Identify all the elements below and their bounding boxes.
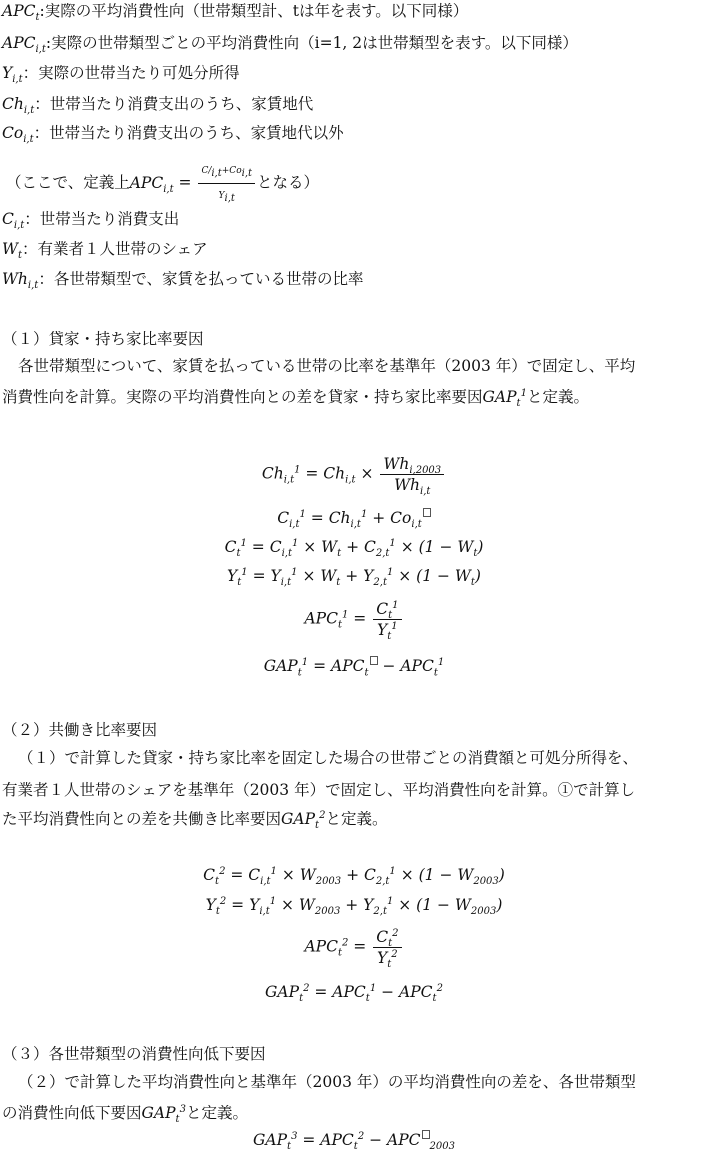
def-ch-it: $Ch_{i,t}$：世帯当たり消費支出のうち、家賃地代: [2, 95, 314, 117]
section-2-heading: （２）共働き比率要因: [2, 721, 158, 739]
eq-c2-t: $C_t^2 = C_{i,t}^1 \times W_{2003} + C_{2,t}^1 \times (1 - W_{2003})$: [203, 865, 505, 888]
section-1-heading: （１）貸家・持ち家比率要因: [2, 330, 204, 348]
section-3-heading: （３）各世帯類型の消費性向低下要因: [2, 1045, 266, 1063]
eq-c1-it: $C_{i,t}^1 = Ch_{i,t}^1 + Co_{i,t}$: [0, 508, 708, 527]
eq-apc1: $APC_t^1$ = $\frac{C_t^1}{Y_t^1}$: [0, 600, 708, 639]
def-apc-t: $APC_t$:実際の平均消費性向（世帯類型計、tは年を表す。以下同様）: [2, 2, 469, 24]
eq-gap1: $GAP_t^1 = APC_t - APC_t^1$: [263, 657, 445, 679]
section-3-para-line1: （２）で計算した平均消費性向と基準年（2003 年）の平均消費性向の差を、各世帯類型: [18, 1073, 636, 1091]
def-wh-it: $Wh_{i,t}$：各世帯類型で、家賃を払っている世帯の比率: [2, 270, 364, 292]
eq-y2-t: $Y_t^2 = Y_{i,t}^1 \times W_{2003} + Y_{2,t}^1 \times (1 - W_{2003})$: [205, 895, 503, 918]
section-2-para-line1: （１）で計算した貸家・持ち家比率を固定した場合の世帯ごとの消費額と可処分所得を、: [18, 749, 639, 767]
eq-gap2: $GAP_t^2 = APC_t^1 - APC_t^2$: [265, 982, 443, 1005]
section-2-para-line3: た平均消費性向との差を共働き比率要因$GAP_t^2$と定義。: [2, 809, 388, 832]
eq-y1-t: $Y_t^1 = Y_{i,t}^1 \times W_t + Y_{2,t}^1 \times (1 - W_t)$: [227, 566, 481, 589]
def-co-it: $Co_{i,t}$：世帯当たり消費支出のうち、家賃地代以外: [2, 124, 344, 146]
eq-gap3: $GAP_t^3 = APC_t^2$ − APC $_{2003}$: [253, 1130, 455, 1153]
eq-c1-t: $C_t^1 = C_{i,t}^1 \times W_t + C_{2,t}^1 \times (1 - W_t)$: [224, 537, 484, 560]
def-y-it: $Y_{i,t}$：実際の世帯当たり可処分所得: [2, 64, 240, 86]
note-fraction: $\frac{C/_{i,t}+Co_{i,t}}{Y_{i,t}}$: [198, 160, 255, 207]
section-3-para-line2: の消費性向低下要因$GAP_t^3$と定義。: [2, 1103, 248, 1126]
def-c-it: $C_{i,t}$：世帯当たり消費支出: [2, 210, 180, 232]
section-2-para-line2: 有業者１人世帯のシェアを基準年（2003 年）で固定し、平均消費性向を計算。①で計算し: [2, 781, 636, 799]
eq-ch1: $Ch_{i,t}^1 = Ch_{i,t}$ × $\frac{Wh_{i,2003}}{Wh_{i,t}}$: [0, 455, 708, 494]
def-w-t: $W_t$：有業者１人世帯のシェア: [2, 240, 208, 262]
section-1-para-line1: 各世帯類型について、家賃を払っている世帯の比率を基準年（2003 年）で固定し、平均: [18, 357, 636, 375]
def-note: （ここで、定義上$APC_{i,t}$ = $\frac{C/_{i,t}+Co_{i,t}}{Y_{i,t}}$ となる）: [6, 160, 319, 207]
section-1-para-line2: 消費性向を計算。実際の平均消費性向との差を貸家・持ち家比率要因$GAP_t^1$と定義。: [2, 387, 589, 410]
def-apc-it: $APC_{i,t}$:実際の世帯類型ごとの平均消費性向（i=1, 2は世帯類型を表す。以下同様）: [2, 34, 578, 56]
eq-apc2: $APC_t^2$ = $\frac{C_t^2}{Y_t^2}$: [0, 928, 708, 967]
